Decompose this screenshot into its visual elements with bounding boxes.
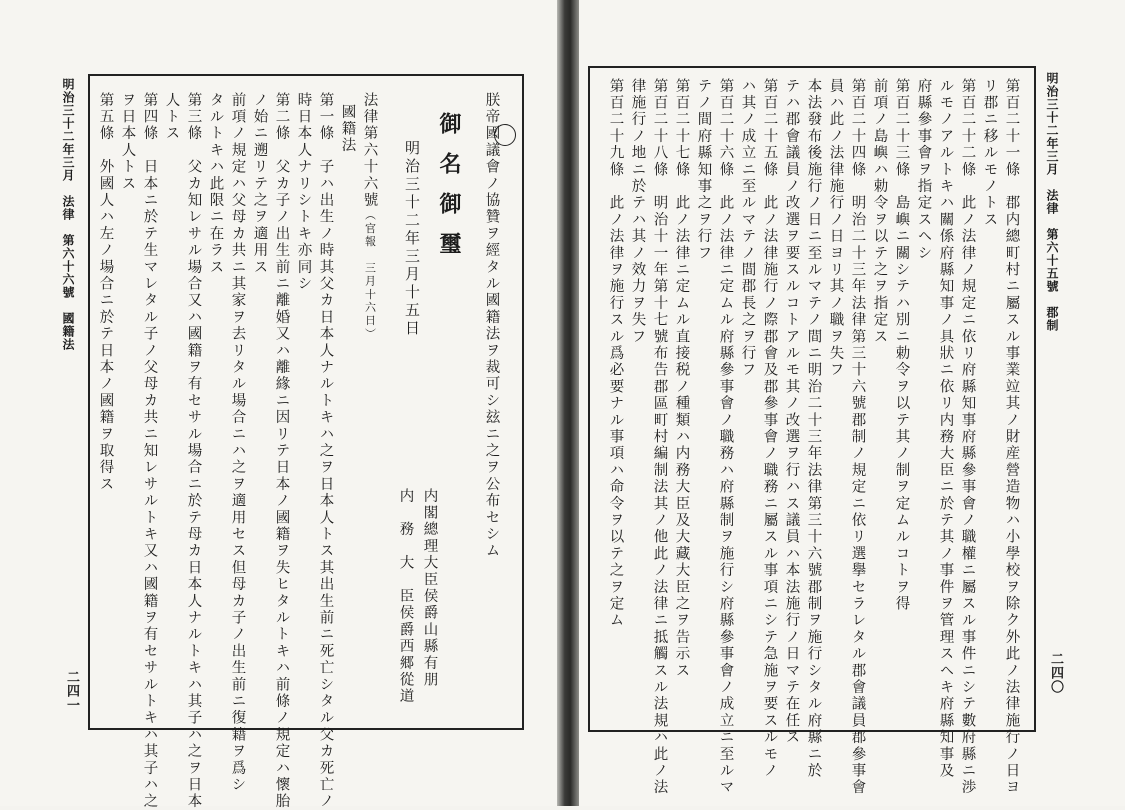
law-line-4: ノ始ニ遡リテ之ヲ適用ス	[251, 92, 268, 276]
promulgation-date: 明治三十二年三月十五日	[403, 140, 421, 338]
article-line-8: 第百二十四條 明治二十三年法律第三十六號郡制ノ規定ニ依リ選擧セラレタル郡會議員郡參事會	[849, 78, 866, 797]
article-line-18: 律施行ノ地ニ於テハ其ノ效力ヲ失フ	[629, 78, 646, 346]
article-line-9: 員ハ此ノ法律施行ノ日ヨリ其ノ職ヲ失フ	[827, 78, 844, 379]
law-line-11: 第五條 外國人ハ左ノ場合ニ於テ日本ノ國籍ヲ取得ス	[97, 92, 114, 493]
law-line-2: 時日本人ナリシトキ亦同シ	[295, 92, 312, 293]
law-line-8: 人トス	[163, 92, 180, 143]
article-line-14: 第百二十六條 此ノ法律ニ定ムル府縣參事會ノ職務ハ府縣制ヲ施行シ府縣參事會ノ成立ニ至ルマ	[717, 78, 734, 797]
article-line-2: リ郡ニ移ルモノトス	[981, 78, 998, 229]
right-running-header: 明治三十二年三月 法律 第六十五號 郡制	[1045, 72, 1059, 332]
law-line-6: タルトキハ此限ニ在ラス	[207, 92, 224, 276]
gazette-note: （官報 三月十六日）	[363, 208, 377, 341]
article-line-4: ルモノアルトキハ關係府縣知事ノ具狀ニ依リ内務大臣ニ於テ其ノ事件ヲ管理スヘキ府縣知事及	[937, 78, 954, 780]
promulgation-line: 朕帝國議會ノ協贊ヲ經タル國籍法ヲ裁可シ玆ニ之ヲ公布セシム	[483, 92, 500, 560]
article-line-15: テノ間府縣知事之ヲ行フ	[695, 78, 712, 262]
article-line-12: 第百二十五條 此ノ法律施行ノ際郡會及郡參事會ノ職務ニ屬スル事項ニシテ急施ヲ要スルモノ	[761, 78, 778, 780]
imperial-sign: 御名御璽	[436, 112, 462, 272]
law-number-text: 法律第六十六號	[361, 92, 378, 209]
right-page-number: 二四〇	[1048, 652, 1063, 694]
article-line-10: 本法發布後施行ノ日ニ至ルマテノ間ニ明治二十三年法律第三十六號郡制ヲ施行シタル府縣ニ於	[805, 78, 822, 780]
article-line-11: テハ郡會議員ノ改選ヲ要スルコトアルモ其ノ改選ヲ行ハス議員ハ本法施行ノ日マテ在任ス	[783, 78, 800, 746]
article-line-13: ハ其ノ成立ニ至ルマテノ間郡長之ヲ行フ	[739, 78, 756, 379]
article-line-7: 前項ノ島嶼ハ勅令ヲ以テ之ヲ指定ス	[871, 78, 888, 346]
law-line-9: 第四條 日本ニ於テ生マレタル子ノ父母カ共ニ知レサルトキ又ハ國籍ヲ有セサルトキハ其子ハ之	[141, 92, 158, 810]
law-title: 國籍法	[339, 104, 356, 155]
left-page-number: 二四一	[64, 670, 79, 712]
law-line-7: 第三條 父カ知レサル場合又ハ國籍ヲ有セサル場合ニ於テ母カ日本人ナルトキハ其子ハ之ヲ日本	[185, 92, 202, 810]
article-line-5: 府縣參事會ヲ指定スヘシ	[915, 78, 932, 262]
law-line-1: 第一條 子ハ出生ノ時其父カ日本人ナルトキハ之ヲ日本人トス其出生前ニ死亡シタル父カ死亡ノ	[317, 92, 334, 810]
article-line-19: 第百二十九條 此ノ法律ヲ施行スル爲必要ナル事項ハ命令ヲ以テ之ヲ定ム	[607, 78, 624, 630]
law-line-5: 前項ノ規定ハ父母カ共ニ其家ヲ去リタル場合ニハ之ヲ適用セス但母カ子ノ出生前ニ復籍ヲ爲シ	[229, 92, 246, 794]
article-line-16: 第百二十七條 此ノ法律ニ定ムル直接税ノ種類ハ内務大臣及大藏大臣之ヲ告示ス	[673, 78, 690, 680]
law-number	[362, 92, 377, 341]
signatory-prime-minister: 内閣總理大臣侯爵山縣有朋	[421, 488, 438, 689]
article-line-1: 第百二十一條 郡内總町村ニ屬スル事業竝其ノ財産營造物ハ小學校ヲ除ク外此ノ法律施行ノ日ヨ	[1003, 78, 1020, 797]
book-spine	[557, 0, 579, 806]
law-line-3: 第二條 父カ子ノ出生前ニ離婚又ハ離緣ニ因リテ日本ノ國籍ヲ失ヒタルトキハ前條ノ規定ハ懷胎	[273, 92, 290, 810]
article-line-6: 第百二十三條 島嶼ニ關シテハ別ニ勅令ヲ以テ其ノ制ヲ定ムルコトヲ得	[893, 78, 910, 613]
article-line-17: 第百二十八條 明治十一年第十七號布告郡區町村編制法其ノ他此ノ法律ニ抵觸スル法規ハ此ノ法	[651, 78, 668, 797]
left-running-header: 明治三十二年三月 法律 第六十六號 國籍法	[61, 78, 75, 351]
signatory-home-minister: 内 務 大 臣侯爵西郷從道	[397, 488, 414, 706]
law-line-10: ヲ日本人トス	[119, 92, 136, 193]
article-line-3: 第百二十二條 此ノ法律ノ規定ニ依リ府縣知事府縣參事會ノ職權ニ屬スル事件ニシテ數府縣ニ渉	[959, 78, 976, 797]
